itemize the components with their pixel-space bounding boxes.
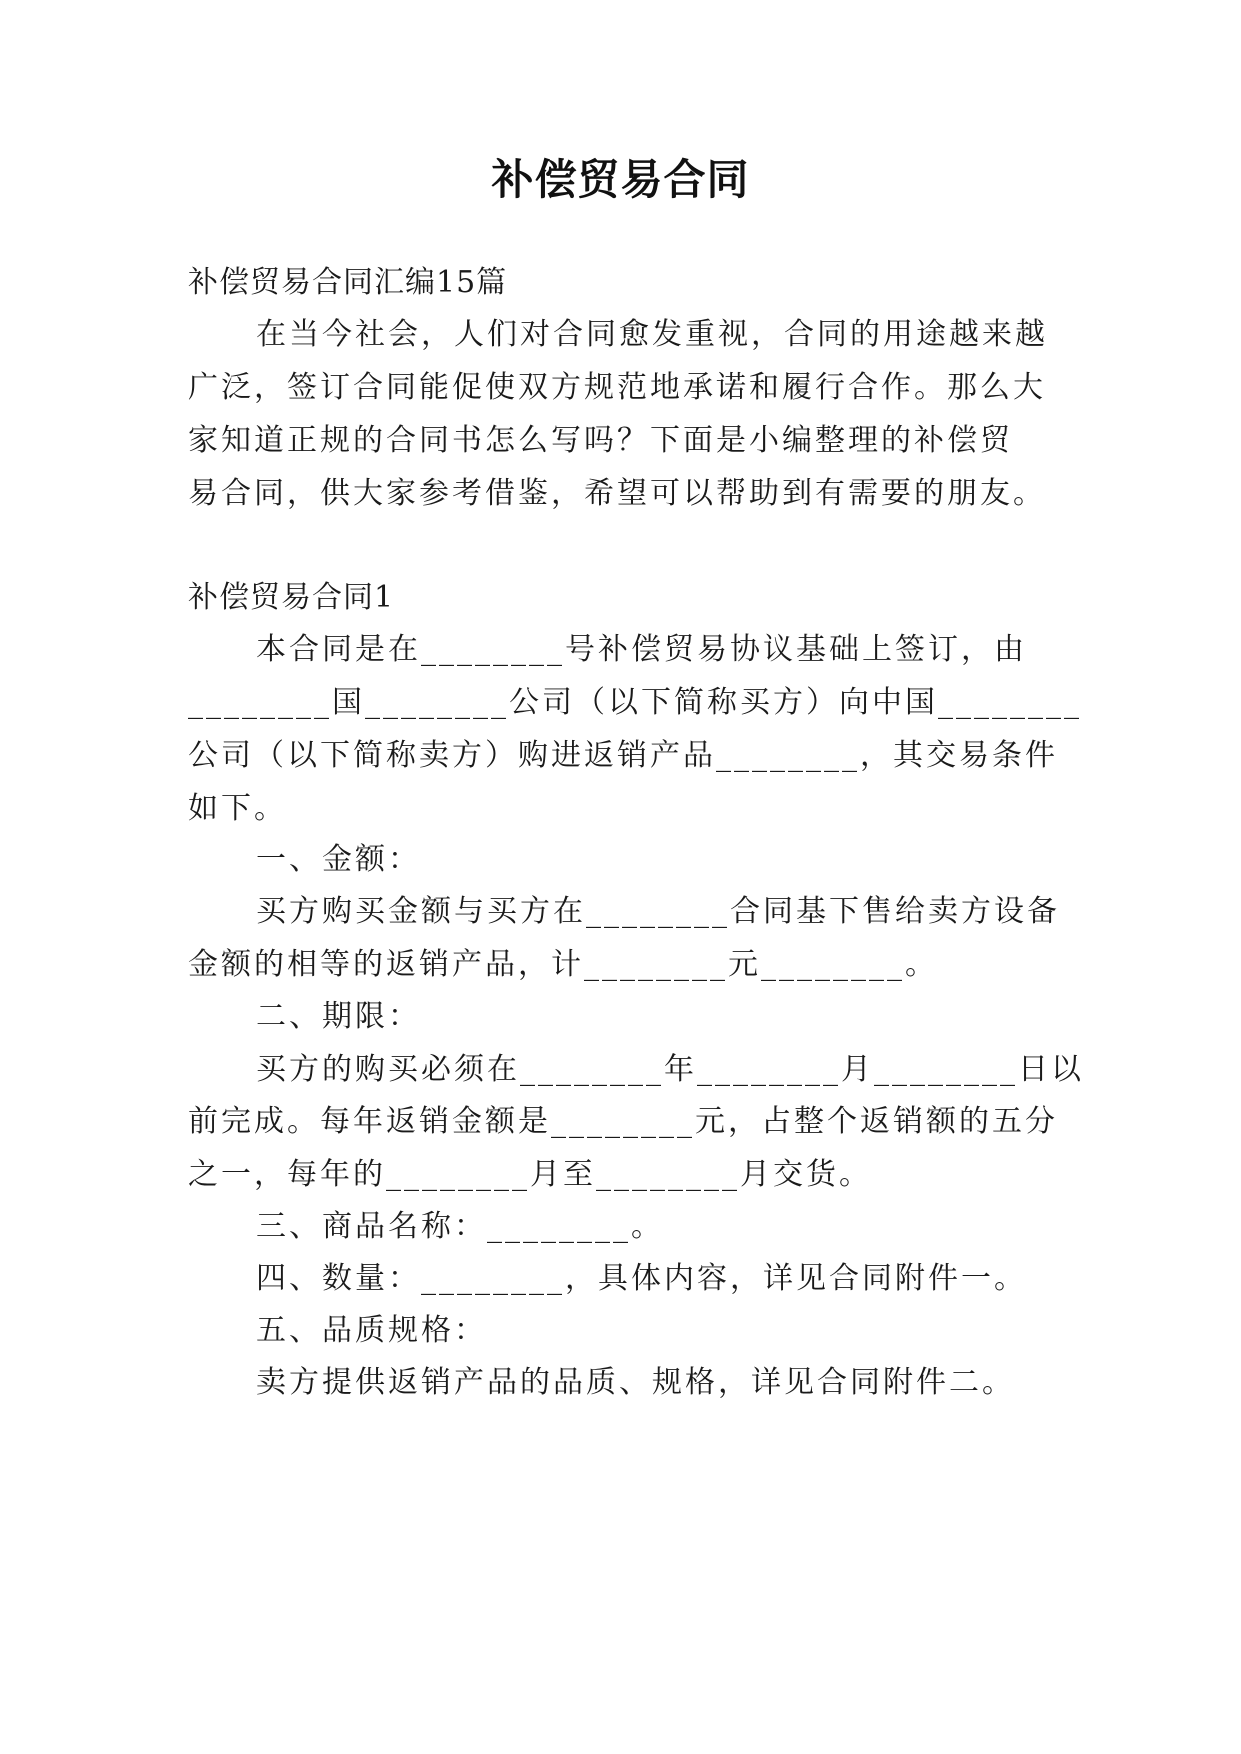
- clause-heading: 二、期限：: [256, 999, 421, 1034]
- clause-heading: 三、商品名称：________。: [256, 1209, 664, 1244]
- document-title: 补偿贸易合同: [491, 155, 750, 204]
- intro-line: 易合同，供大家参考借鉴，希望可以帮助到有需要的朋友。: [188, 476, 1046, 511]
- body-line: 卖方提供返销产品的品质、规格，详见合同附件二。: [256, 1365, 1015, 1400]
- body-line: 公司（以下简称卖方）购进返销产品________，其交易条件: [188, 738, 1058, 773]
- body-line: 如下。: [188, 791, 287, 826]
- clause-heading: 四、数量：________，具体内容，详见合同附件一。: [256, 1261, 1027, 1296]
- clause-heading: 一、金额：: [256, 842, 421, 877]
- body-line: 之一，每年的________月至________月交货。: [188, 1157, 872, 1192]
- body-line: ________国________公司（以下简称买方）向中国________: [188, 685, 1082, 720]
- body-line: 买方购买金额与买方在________合同基下售给卖方设备: [256, 894, 1060, 929]
- body-line: 买方的购买必须在________年________月________日以: [256, 1052, 1084, 1087]
- body-line: 本合同是在________号补偿贸易协议基础上签订，由: [256, 632, 1027, 667]
- body-line: 金额的相等的返销产品，计________元________。: [188, 947, 938, 982]
- clause-heading: 五、品质规格：: [256, 1313, 487, 1348]
- compilation-heading: 补偿贸易合同汇编15篇: [188, 265, 508, 300]
- intro-line: 家知道正规的合同书怎么写吗？下面是小编整理的补偿贸: [188, 423, 1013, 458]
- section-heading: 补偿贸易合同1: [188, 580, 395, 615]
- intro-line: 在当今社会，人们对合同愈发重视，合同的用途越来越: [256, 317, 1048, 352]
- intro-line: 广泛，签订合同能促使双方规范地承诺和履行合作。那么大: [188, 370, 1046, 405]
- body-line: 前完成。每年返销金额是________元，占整个返销额的五分: [188, 1104, 1058, 1139]
